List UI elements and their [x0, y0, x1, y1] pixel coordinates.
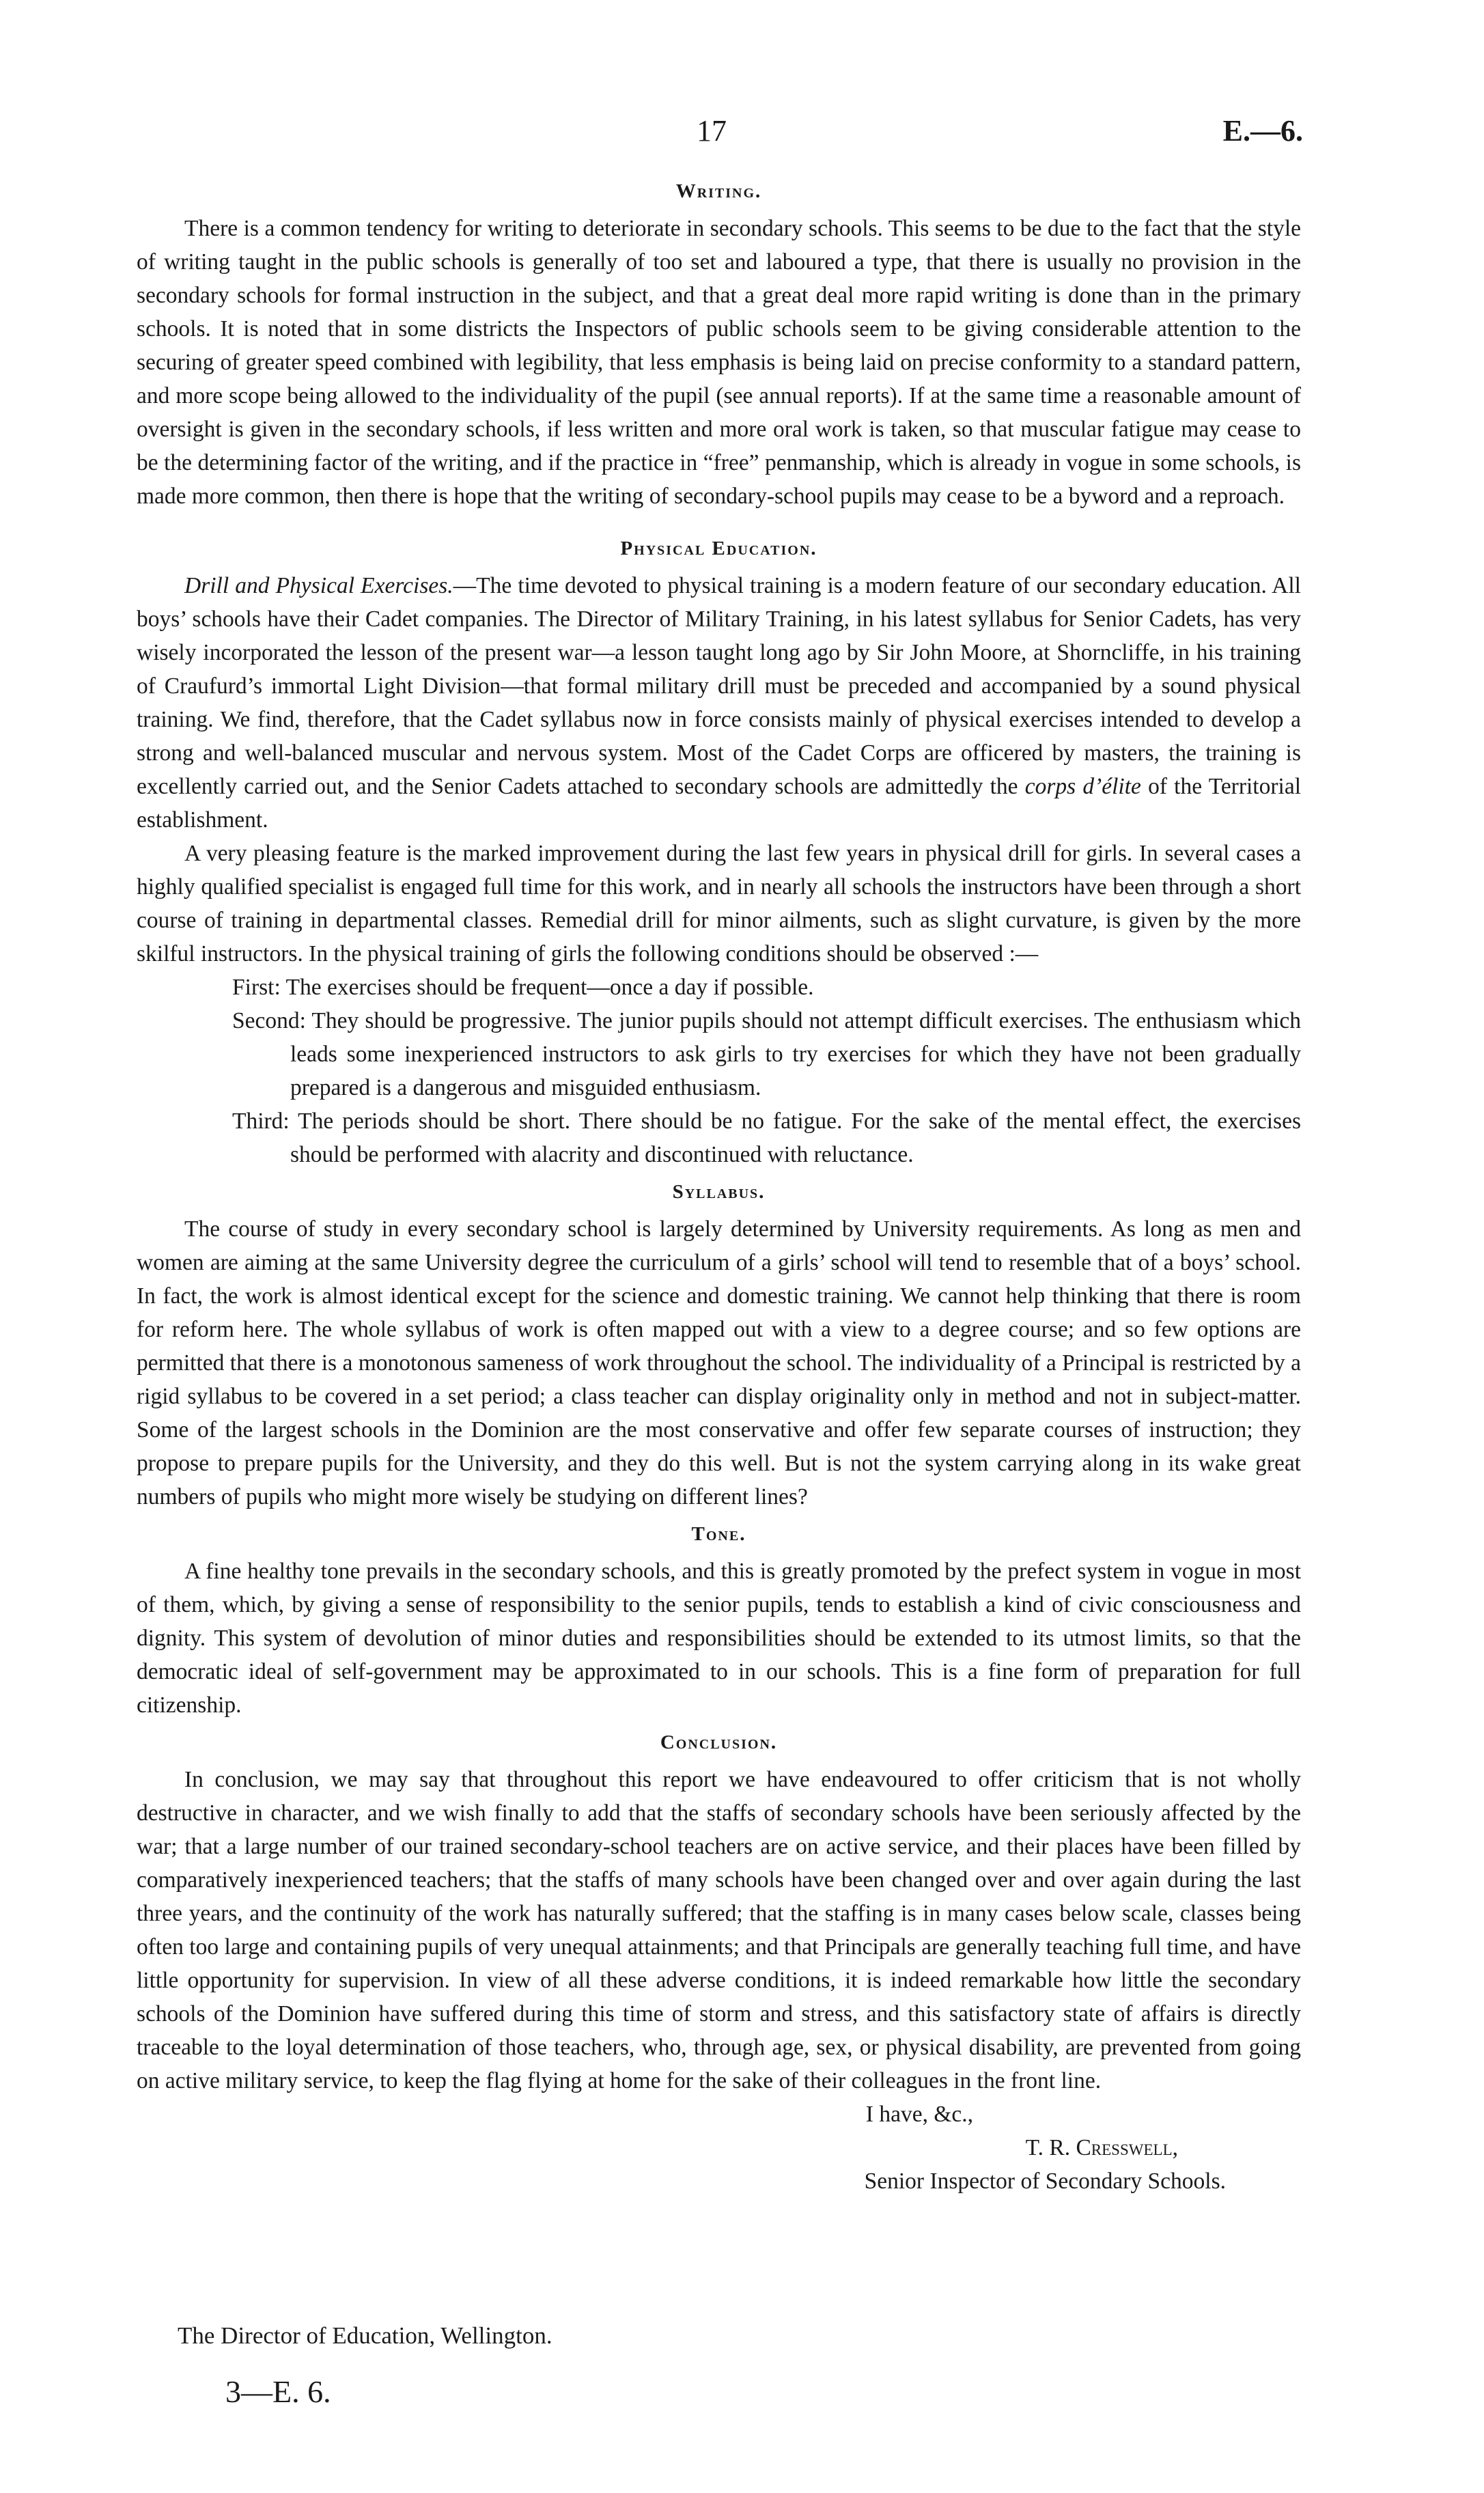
signatory-name: T. R. Cresswell, [1025, 2135, 1178, 2160]
conclusion-paragraph: In conclusion, we may say that throughout this report we have endeavoured to offer criticism that is not wholly destructive in character, and we wish finally to add that the staffs of secondary schools have been seriously affected by the war; that a large number of our trained secondary-school teachers are on active service, and their places have been filled by comparatively inexperienced teachers; that the staffs of many schools have been changed over and over again during the last three years, and the continuity of the work has naturally suffered; that the staffing is in many cases below scale, classes being often too large and containing pupils of very unequal attainments; and that Principals are generally teaching full time, and have little opportunity for supervision. In view of all these adverse conditions, it is indeed remarkable how little the secondary schools of the Dominion have suffered during this time of storm and stress, and this satisfactory state of affairs is directly traceable to the loyal determination of those teachers, who, through age, sex, or physical disability, are prevented from going on active military service, to keep the flag flying at home for the sake of their colleagues in the front line. [137, 1767, 1301, 2093]
drill-paragraph [137, 569, 1301, 837]
print-reference: 3—E. 6. [225, 2374, 331, 2409]
body-column [137, 171, 1301, 2198]
addressee-line: The Director of Education, Wellington. [178, 2322, 552, 2349]
signature-block [137, 2098, 1301, 2198]
condition-third: Third: The periods should be short. There should be no fatigue. For the sake of the mental effect, the exercises should be performed with alacrity and discontinued with reluctance. [232, 1109, 1301, 1167]
corps-elite: corps d’élite [1024, 774, 1141, 799]
girls-drill-paragraph: A very pleasing feature is the marked improvement during the last few years in physical drill for girls. In several cases a highly qualified specialist is engaged full time for this work, and in nearly all schools the instructors have been through a short course of training in departmental classes. Remedial drill for minor ailments, such as slight curvature, is given by the more skilful instructors. In the physical training of girls the following conditions should be observed :— [137, 841, 1301, 966]
drill-text: —The time devoted to physical training is a modern feature of our secondary education. All boys’ schools have their Cadet companies. The Director of Military Training, in his latest syllabus for Senior Cadets, has very wisely incorporated the lesson of the present war—a lesson taught long ago by Sir John Moore, at Shorncliffe, in his training of Craufurd’s immortal Light Division—that formal military drill must be preceded and accompanied by a sound physical training. We find, therefore, that the Cadet syllabus now in force consists mainly of physical exercises intended to develop a strong and well-balanced muscular and nervous system. Most of the Cadet Corps are officered by masters, the training is excellently carried out, and the Senior Cadets attached to secondary schools are admittedly the [137, 573, 1301, 799]
page-number: 17 [697, 114, 727, 148]
tone-paragraph: A fine healthy tone prevails in the secondary schools, and this is greatly promoted by the prefect system in vogue in most of them, which, by giving a sense of responsibility to the senior pupils, tends to establish a kind of civic consciousness and dignity. This system of devolution of minor duties and responsibilities should be extended to its utmost limits, so that the democratic ideal of self-government may be approximated to in our schools. This is a fine form of preparation for full citizenship. [137, 1559, 1301, 1718]
conclusion-heading: Conclusion. [660, 1731, 778, 1753]
condition-second: Second: They should be progressive. The junior pupils should not attempt difficult exercises. The enthusiasm which leads some inexperienced instructors to ask girls to try exercises for which they have not been gradually prepared is a dangerous and misguided enthusiasm. [232, 1008, 1301, 1100]
condition-first: First: The exercises should be frequent—once a day if possible. [232, 975, 814, 1000]
physical-education-heading: Physical Education. [620, 538, 817, 559]
drill-label: Drill and Physical Exercises. [184, 573, 453, 598]
signatory-title: Senior Inspector of Secondary Schools. [864, 2169, 1226, 2194]
tone-heading: Tone. [691, 1523, 746, 1545]
writing-paragraph: There is a common tendency for writing to deteriorate in secondary schools. This seems to be due to the fact that the style of writing taught in the public schools is generally of too set and laboured a type, that there is usually no provision in the secondary schools for formal instruction in the subject, and that a great deal more rapid writing is done than in the primary schools. It is noted that in some districts the Inspectors of public schools seem to be giving considerable attention to the securing of greater speed combined with legibility, that less emphasis is being laid on precise conformity to a standard pattern, and more scope being allowed to the individuality of the pupil (see annual reports). If at the same time a reasonable amount of oversight is given in the secondary schools, if less written and more oral work is taken, so that muscular fatigue may cease to be the determining factor of the writing, and if the practice in “free” penmanship, which is already in vogue in some schools, is made more common, then there is hope that the writing of secondary-school pupils may cease to be a byword and a reproach. [137, 216, 1301, 509]
document-reference: E.—6. [1222, 114, 1303, 148]
syllabus-heading: Syllabus. [672, 1181, 766, 1203]
closing-line: I have, &c., [865, 2102, 973, 2127]
writing-heading: Writing. [675, 180, 762, 202]
syllabus-paragraph: The course of study in every secondary school is largely determined by University requirements. As long as men and women are aiming at the same University degree the curriculum of a girls’ school will tend to resemble that of a boys’ school. In fact, the work is almost identical except for the science and domestic training. We cannot help thinking that there is room for reform here. The whole syllabus of work is often mapped out with a view to a degree course; and so few options are permitted that there is a monotonous sameness of work throughout the school. The individuality of a Principal is restricted by a rigid syllabus to be covered in a set period; a class teacher can display originality only in method and not in subject-matter. Some of the largest schools in the Dominion are the most conservative and offer few separate courses of instruction; they propose to prepare pupils for the University, and they do this well. But is not the system carrying along in its wake great numbers of pupils who might more wisely be studying on different lines? [137, 1216, 1301, 1509]
drill-end: of the Territorial establishment. [137, 774, 1302, 833]
